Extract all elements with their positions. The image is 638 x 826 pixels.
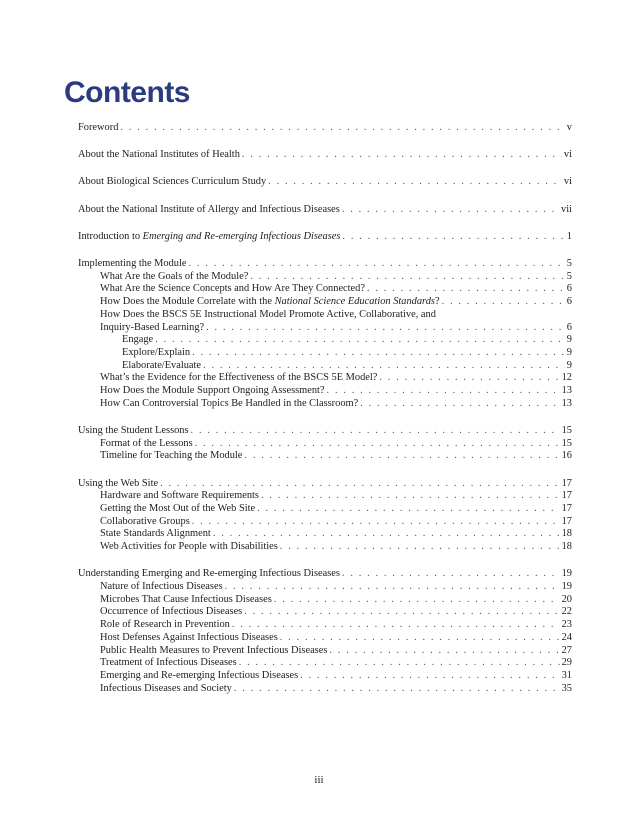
dot-leader [250,271,564,284]
toc-entry-page: 5 [566,258,572,270]
toc-entry [78,258,572,271]
toc-entry-title: Explore/Explain [122,346,191,358]
dot-leader [261,490,560,503]
toc-entry-title: Using the Student Lessons [78,424,189,436]
dot-leader [155,334,565,347]
toc-entry-title: Public Health Measures to Prevent Infectious Diseases [100,644,328,656]
toc-entry-title: Web Activities for People with Disabilities [100,541,278,553]
toc-entry-page: 24 [561,631,572,643]
toc-entry-page: 5 [566,270,572,282]
toc-entry [78,398,572,411]
toc-entry [78,283,572,296]
toc-entry-title-italic: National Science Education Standards [274,296,435,308]
toc-entry [78,657,572,670]
toc-entry [78,122,572,135]
toc-entry-title: How Does the BSCS 5E Instructional Model Promote Active, Collaborative, and [100,308,436,320]
toc-entry-page: 17 [561,477,572,489]
toc-entry-title-part: Introduction to [78,230,143,242]
toc-entry [78,450,572,463]
toc-entry-title: How Does the Module Support Ongoing Assessment? [100,385,325,397]
toc-entry-page: 16 [561,450,572,462]
toc-entry-title: Inquiry-Based Learning? [100,321,205,333]
dot-leader [360,398,559,411]
toc-entry [78,541,572,554]
dot-leader [232,619,560,632]
toc-entry-title: Collaborative Groups [100,515,190,527]
toc-entry-title: Elaborate/Evaluate [122,359,202,371]
dot-leader [191,425,560,438]
toc-entry-page: 9 [566,334,572,346]
dot-leader [203,360,565,373]
toc-entry-page: 15 [561,424,572,436]
toc-entry-page: 17 [561,490,572,502]
toc-entry [78,490,572,503]
toc-entry-title: Format of the Lessons [100,437,193,449]
toc-entry-title: Using the Web Site [78,477,159,489]
toc-entry [78,568,572,581]
toc-entry-page: 18 [561,528,572,540]
dot-leader [206,322,565,335]
dot-leader [213,528,560,541]
toc-entry-page: 18 [561,541,572,553]
toc-entry [78,309,572,322]
toc-entry-title: Understanding Emerging and Re-emerging Infectious Diseases [78,568,340,580]
dot-leader [280,632,560,645]
page-title: Contents [64,76,190,109]
toc-entry [78,425,572,438]
toc-entry-title: Getting the Most Out of the Web Site [100,502,256,514]
toc-entry-title: How Can Controversial Topics Be Handled in the Classroom? [100,397,359,409]
toc-entry-page: 17 [561,502,572,514]
toc-entry-page: 31 [561,669,572,681]
toc-entry-title: Treatment of Infectious Diseases [100,657,237,669]
dot-leader [379,372,559,385]
toc-entry [78,334,572,347]
toc-entry-page: 13 [561,385,572,397]
dot-leader [192,516,560,529]
dot-leader [192,347,565,360]
toc-entry [78,619,572,632]
toc-entry-page: 15 [561,437,572,449]
toc-entry [78,372,572,385]
toc-entry-page: vii [561,203,572,215]
toc-entry-page: 13 [561,397,572,409]
toc-entry-title: Occurrence of Infectious Diseases [100,606,243,618]
dot-leader [257,503,560,516]
dot-leader [274,594,560,607]
toc-entry [78,683,572,696]
toc-entry-title: About the National Institutes of Health [78,149,240,161]
dot-leader [280,541,560,554]
toc-entry-title: What’s the Evidence for the Effectiveness of the BSCS 5E Model? [100,372,378,384]
toc-entry [78,528,572,541]
toc-entry-title: Timeline for Teaching the Module [100,450,243,462]
toc-entry-title: Nature of Infectious Diseases [100,580,223,592]
toc-entry-page: 6 [566,296,572,308]
toc-entry [78,516,572,529]
toc-entry-title: Microbes That Cause Infectious Diseases [100,593,272,605]
toc-entry-title: What Are the Science Concepts and How Are They Connected? [100,283,365,295]
dot-leader [268,176,562,189]
toc-entry-title: Implementing the Module [78,258,187,270]
toc-entry [78,231,572,244]
toc-entry-title: Emerging and Re-emerging Infectious Diseases [100,669,299,681]
toc-entry [78,296,572,309]
toc-entry-title: Host Defenses Against Infectious Diseases [100,631,278,643]
toc-entry-page: 9 [566,346,572,358]
dot-leader [239,657,560,670]
toc-entry-title: About the National Institute of Allergy and Infectious Diseases [78,203,340,215]
toc-entry-title: What Are the Goals of the Module? [100,270,249,282]
dot-leader [342,568,560,581]
toc-entry-page: 27 [561,644,572,656]
dot-leader [244,606,559,619]
toc-entry-title-part: ? [434,296,440,308]
toc-entry-title-part: How Does the Module Correlate with the [100,296,275,308]
toc-entry-title: About Biological Sciences Curriculum Study [78,176,267,188]
toc-entry [78,645,572,658]
toc-entry-title: Role of Research in Prevention [100,619,230,631]
toc-entry-title: Infectious Diseases and Society [100,682,232,694]
toc-entry-title: State Standards Alignment [100,528,211,540]
dot-leader [442,296,565,309]
dot-leader [225,581,560,594]
toc-entry-page: 12 [561,372,572,384]
toc-entry-page: 29 [561,657,572,669]
toc-entry-page: 22 [561,606,572,618]
toc-entry [78,322,572,335]
dot-leader [342,204,559,217]
dot-leader [195,438,560,451]
toc-entry [78,149,572,162]
toc-entry [78,176,572,189]
dot-leader [189,258,565,271]
toc-entry-page: vi [563,149,572,161]
toc-entry-page: 6 [566,321,572,333]
toc-entry [78,438,572,451]
toc-entry-page: 23 [561,619,572,631]
toc-entry [78,271,572,284]
toc-entry [78,204,572,217]
page-number: iii [314,774,324,786]
toc-entry-title-italic: Emerging and Re-emerging Infectious Diseases [142,230,341,242]
dot-leader [160,478,560,491]
toc-entry [78,360,572,373]
toc-entry-title: Hardware and Software Requirements [100,490,259,502]
toc-entry-title [100,296,440,309]
table-of-contents [78,122,572,695]
dot-leader [367,283,565,296]
toc-entry [78,385,572,398]
toc-entry [78,632,572,645]
toc-entry-title [78,231,340,244]
toc-entry-title: Foreword [78,122,119,133]
toc-entry-page: vi [563,176,572,188]
toc-entry-page: 9 [566,359,572,371]
toc-entry-page: 19 [561,568,572,580]
toc-entry [78,503,572,516]
toc-entry-page: 20 [561,593,572,605]
toc-entry [78,594,572,607]
toc-entry-page: 17 [561,515,572,527]
toc-entry-page: 19 [561,580,572,592]
toc-entry [78,478,572,491]
dot-leader [120,122,564,135]
toc-entry-page: 1 [566,230,572,242]
dot-leader [327,385,560,398]
toc-entry-page: 6 [566,283,572,295]
dot-leader [342,231,564,244]
toc-entry [78,670,572,683]
dot-leader [242,149,562,162]
dot-leader [300,670,559,683]
toc-entry [78,606,572,619]
toc-entry-title: Engage [122,334,154,346]
toc-entry [78,347,572,360]
dot-leader [329,645,559,658]
toc-entry-page: v [566,122,572,133]
dot-leader [234,683,560,696]
toc-entry [78,581,572,594]
toc-entry-page: 35 [561,682,572,694]
dot-leader [244,450,559,463]
